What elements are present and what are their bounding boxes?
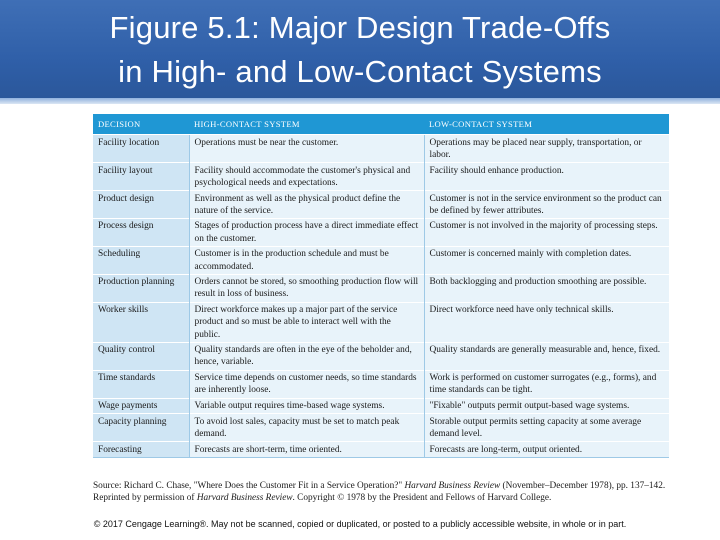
slide-title — [0, 6, 720, 94]
decision-cell: Facility layout — [93, 163, 189, 191]
decision-cell: Capacity planning — [93, 414, 189, 442]
header-low-contact: LOW-CONTACT SYSTEM — [424, 114, 669, 135]
decision-cell: Process design — [93, 218, 189, 246]
low-contact-cell: "Fixable" outputs permit output-based wage systems. — [424, 398, 669, 414]
decision-cell: Worker skills — [93, 302, 189, 342]
source-journal-1: Harvard Business Review — [404, 481, 501, 491]
high-contact-cell: Orders cannot be stored, so smoothing production flow will result in loss of business. — [189, 274, 424, 302]
decision-cell: Facility location — [93, 135, 189, 163]
title-line-2: in High- and Low-Contact Systems — [118, 54, 602, 89]
table-row — [93, 414, 669, 442]
table-row — [93, 246, 669, 274]
trade-offs-table-container — [93, 114, 669, 458]
source-prefix: Source: Richard C. Chase, "Where Does the Customer Fit in a Service Operation?" — [93, 481, 405, 491]
high-contact-cell: Service time depends on customer needs, so time standards are inherently loose. — [189, 370, 424, 398]
low-contact-cell: Quality standards are generally measurable and, hence, fixed. — [424, 342, 669, 370]
header-decision: DECISION — [93, 114, 189, 135]
table-row — [93, 370, 669, 398]
table-row — [93, 163, 669, 191]
source-journal-2: Harvard Business Review — [196, 493, 293, 503]
low-contact-cell: Storable output permits setting capacity at some average demand level. — [424, 414, 669, 442]
high-contact-cell: Quality standards are often in the eye of the beholder and, hence, variable. — [189, 342, 424, 370]
decision-cell: Quality control — [93, 342, 189, 370]
decision-cell: Wage payments — [93, 398, 189, 414]
table-row — [93, 135, 669, 163]
table-header — [93, 114, 669, 135]
high-contact-cell: Stages of production process have a direct immediate effect on the customer. — [189, 218, 424, 246]
decision-cell: Product design — [93, 191, 189, 219]
header-high-contact: HIGH-CONTACT SYSTEM — [189, 114, 424, 135]
table-row — [93, 218, 669, 246]
table-row — [93, 274, 669, 302]
table-row — [93, 191, 669, 219]
decision-cell: Forecasting — [93, 442, 189, 458]
high-contact-cell: To avoid lost sales, capacity must be set to match peak demand. — [189, 414, 424, 442]
table-row — [93, 342, 669, 370]
table-row — [93, 398, 669, 414]
high-contact-cell: Direct workforce makes up a major part of the service product and so must be able to interact well with the public. — [189, 302, 424, 342]
header-divider — [0, 98, 720, 104]
high-contact-cell: Customer is in the production schedule and must be accommodated. — [189, 246, 424, 274]
high-contact-cell: Variable output requires time-based wage systems. — [189, 398, 424, 414]
trade-offs-table — [93, 114, 669, 458]
low-contact-cell: Direct workforce need have only technical skills. — [424, 302, 669, 342]
table-row — [93, 442, 669, 458]
high-contact-cell: Forecasts are short-term, time oriented. — [189, 442, 424, 458]
source-suffix: . Copyright © 1978 by the President and Fellows of Harvard College. — [292, 493, 552, 503]
table-row — [93, 302, 669, 342]
decision-cell: Scheduling — [93, 246, 189, 274]
low-contact-cell: Customer is concerned mainly with completion dates. — [424, 246, 669, 274]
low-contact-cell: Forecasts are long-term, output oriented. — [424, 442, 669, 458]
low-contact-cell: Operations may be placed near supply, transportation, or labor. — [424, 135, 669, 163]
high-contact-cell: Environment as well as the physical product define the nature of the service. — [189, 191, 424, 219]
source-middle: (November–December 1978), pp. 137–142. Reprinted by permission of — [93, 481, 666, 503]
low-contact-cell: Work is performed on customer surrogates (e.g., forms), and time standards can be tight. — [424, 370, 669, 398]
decision-cell: Time standards — [93, 370, 189, 398]
high-contact-cell: Facility should accommodate the customer's physical and psychological needs and expectations. — [189, 163, 424, 191]
copyright-notice: © 2017 Cengage Learning®. May not be scanned, copied or duplicated, or posted to a publicly accessible website, in whole or in part. — [93, 519, 627, 529]
high-contact-cell: Operations must be near the customer. — [189, 135, 424, 163]
low-contact-cell: Customer is not in the service environment so the product can be defined by fewer attributes. — [424, 191, 669, 219]
table-body — [93, 135, 669, 458]
low-contact-cell: Both backlogging and production smoothing are possible. — [424, 274, 669, 302]
source-citation — [93, 480, 673, 504]
low-contact-cell: Customer is not involved in the majority of processing steps. — [424, 218, 669, 246]
decision-cell: Production planning — [93, 274, 189, 302]
low-contact-cell: Facility should enhance production. — [424, 163, 669, 191]
title-line-1: Figure 5.1: Major Design Trade-Offs — [109, 10, 611, 45]
